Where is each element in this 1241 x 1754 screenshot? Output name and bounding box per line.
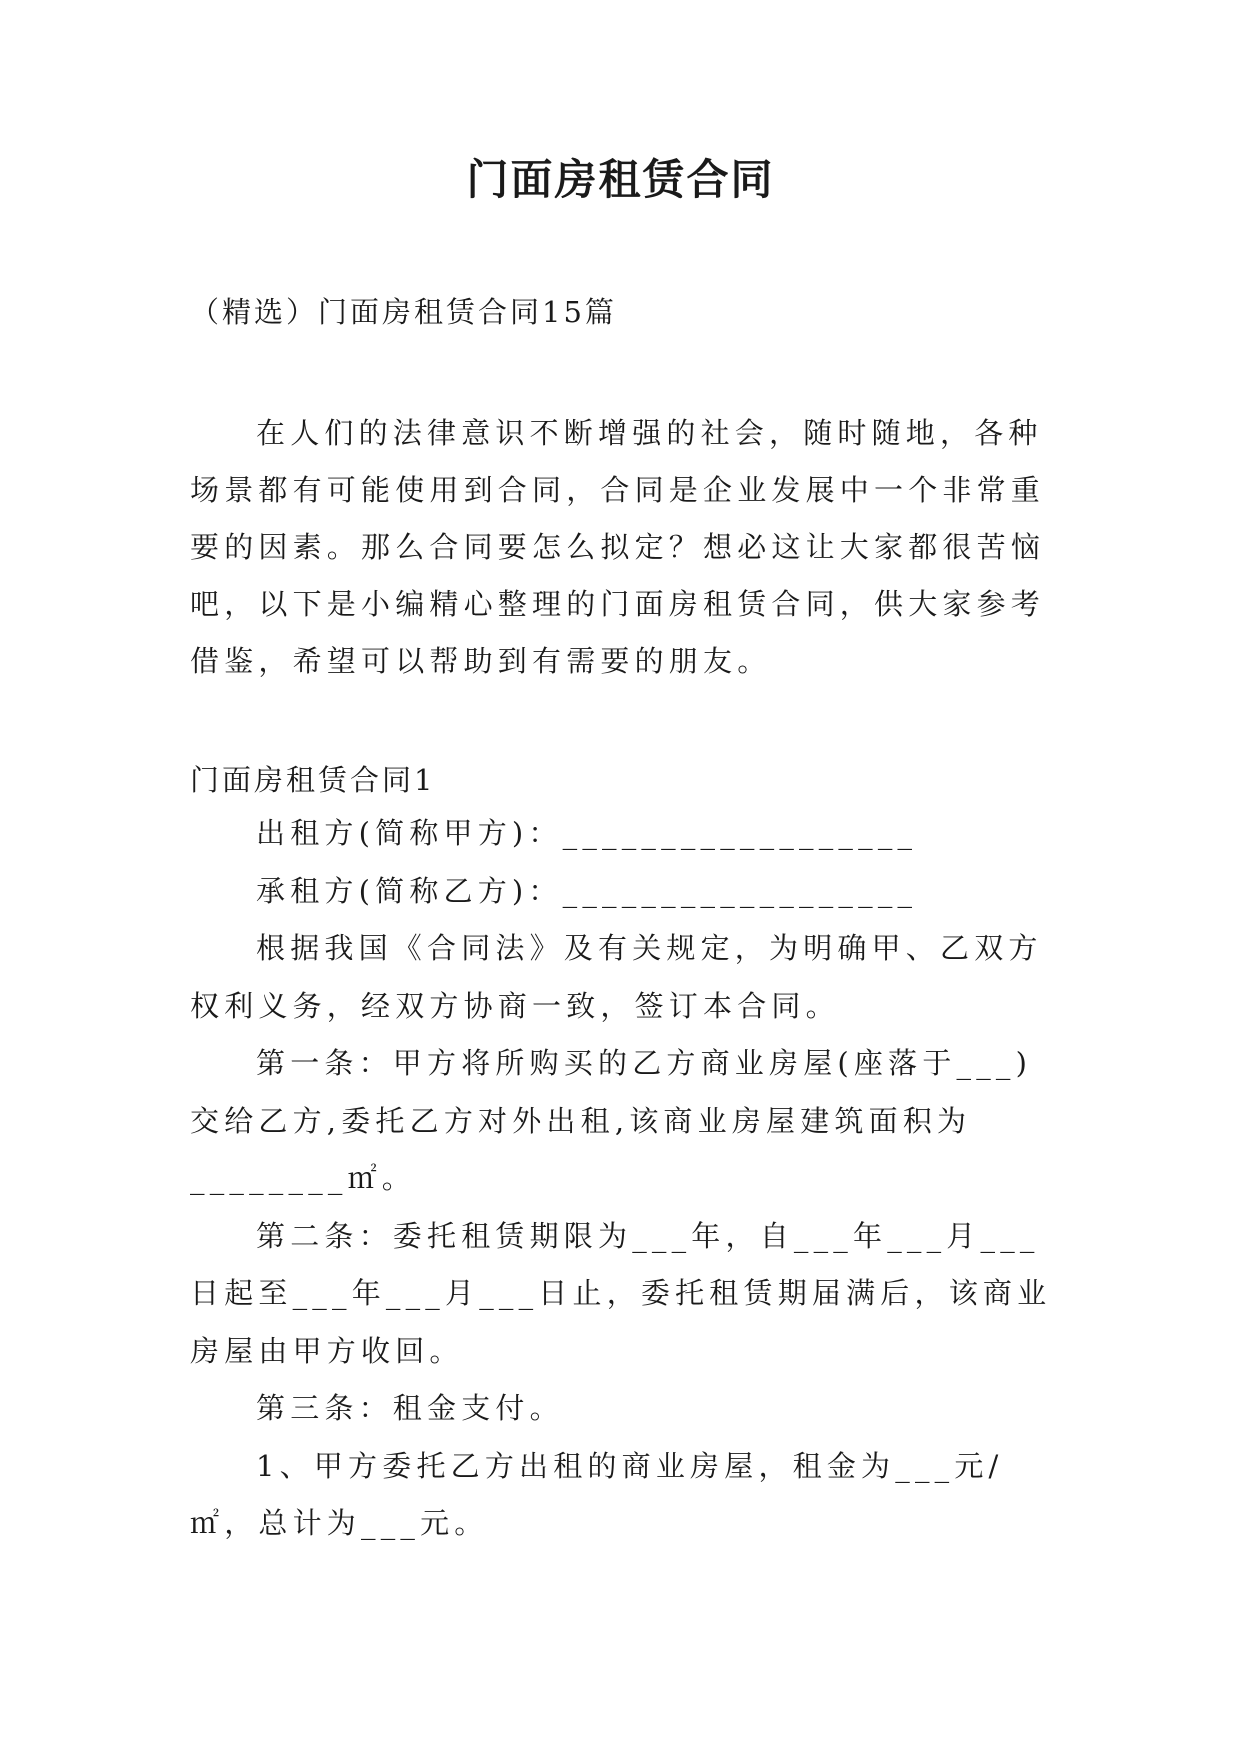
document-subtitle: （精选）门面房租赁合同15篇: [190, 295, 617, 329]
clause-article-1: 第一条：甲方将所购买的乙方商业房屋(座落于___)交给乙方,委托乙方对外出租,该商业房屋建筑面积为________㎡。: [190, 1046, 1033, 1195]
intro-paragraph: 在人们的法律意识不断增强的社会，随时随地，各种场景都有可能使用到合同，合同是企业发展中一个非常重要的因素。那么合同要怎么拟定？想必这让大家都很苦恼吧，以下是小编精心整理的门面房租赁合同，供大家参考借鉴，希望可以帮助到有需要的朋友。: [190, 416, 1046, 678]
contract-clauses: [190, 805, 1052, 1553]
document-title: 门面房租赁合同: [466, 155, 775, 204]
clause-article-2: 第二条：委托租赁期限为___年，自___年___月___日起至___年___月___日止，委托租赁期届满后，该商业房屋由甲方收回。: [190, 1218, 1052, 1368]
section-title: 门面房租赁合同1: [190, 763, 436, 797]
clause-lessee: 承租方(简称乙方)：__________________: [256, 873, 918, 908]
clause-lessor: 出租方(简称甲方)：__________________: [256, 816, 918, 850]
clause-basis: 根据我国《合同法》及有关规定，为明确甲、乙双方权利义务，经双方协商一致，签订本合同。: [190, 931, 1043, 1023]
clause-article-3: 第三条：租金支付。: [256, 1391, 564, 1425]
clause-article-3-item-1: 1、甲方委托乙方出租的商业房屋，租金为___元/㎡，总计为___元。: [190, 1448, 1004, 1540]
